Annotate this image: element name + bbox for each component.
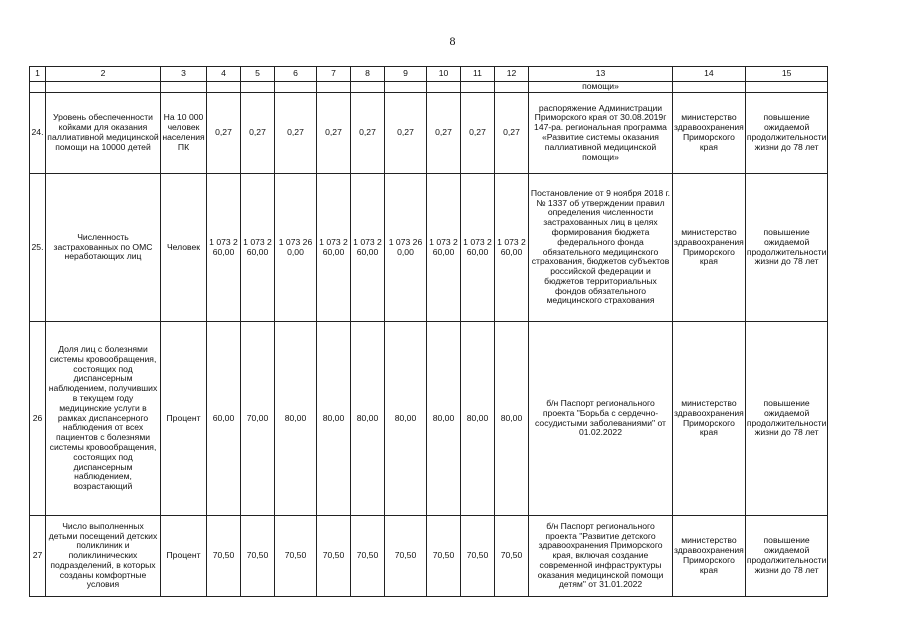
value-cell: 80,00 [385,322,427,516]
value-cell: 0,27 [385,93,427,174]
row-number: 24. [30,93,46,174]
value-cell: 1 073 260,00 [317,174,351,322]
header-cell: 14 [673,67,746,82]
value-cell: 70,50 [385,516,427,597]
value-cell: 80,00 [427,322,461,516]
indicator-name: Численность застрахованных по ОМС неработающих лиц [46,174,161,322]
value-cell: 80,00 [461,322,495,516]
header-cell: 5 [241,67,275,82]
table-row [30,516,828,597]
value-cell: 1 073 260,00 [427,174,461,322]
goal: повышение ожидаемой продолжительности жизни до 78 лет [745,516,828,597]
value-cell: 70,50 [207,516,241,597]
value-cell: 1 073 260,00 [275,174,317,322]
header-cell: 9 [385,67,427,82]
header-cell: 4 [207,67,241,82]
value-cell: 80,00 [351,322,385,516]
indicator-name: Уровень обеспеченности койками для оказания паллиативной медицинской помощи на 10000 детей [46,93,161,174]
responsible: министерство здравоохранения Приморского края [673,93,746,174]
value-cell: 70,50 [317,516,351,597]
continuation-text: помощи» [529,82,673,93]
responsible: министерство здравоохранения Приморского края [673,516,746,597]
header-row [30,67,828,82]
value-cell: 0,27 [317,93,351,174]
value-cell: 0,27 [351,93,385,174]
value-cell: 0,27 [495,93,529,174]
value-cell: 0,27 [461,93,495,174]
table-row [30,93,828,174]
document-reference: б/н Паспорт регионального проекта "Развитие детского здравоохранения Приморского края, включая создание современной инфраструктуры оказания медицинской помощи детям" от 31.01.2022 [529,516,673,597]
responsible: министерство здравоохранения Приморского края [673,322,746,516]
value-cell: 1 073 260,00 [207,174,241,322]
indicator-name: Число выполненных детьми посещений детских поликлиник и поликлинических подразделений, в которых созданы комфортные условия [46,516,161,597]
value-cell: 80,00 [317,322,351,516]
value-cell: 70,50 [351,516,385,597]
header-cell: 10 [427,67,461,82]
row-number: 26 [30,322,46,516]
unit: Процент [161,322,207,516]
header-cell: 11 [461,67,495,82]
value-cell: 0,27 [207,93,241,174]
value-cell: 70,50 [461,516,495,597]
value-cell: 70,50 [241,516,275,597]
value-cell: 60,00 [207,322,241,516]
value-cell: 1 073 260,00 [351,174,385,322]
header-cell: 8 [351,67,385,82]
value-cell: 70,50 [427,516,461,597]
indicator-name: Доля лиц с болезнями системы кровообращения, состоящих под диспансерным наблюдением, получивших в текущем году медицинские услуги в рамках диспансерного наблюдения от всех пациентов с болезнями системы кровообращения, состоящих под диспансерным наблюдением, возрастающий [46,322,161,516]
header-cell: 15 [745,67,828,82]
value-cell: 1 073 260,00 [385,174,427,322]
row-number: 25. [30,174,46,322]
table-row [30,174,828,322]
indicators-table [29,66,828,597]
header-cell: 2 [46,67,161,82]
unit: Процент [161,516,207,597]
page-number: 8 [449,34,456,48]
header-cell: 7 [317,67,351,82]
value-cell: 0,27 [275,93,317,174]
value-cell: 80,00 [495,322,529,516]
unit: Человек [161,174,207,322]
document-reference: б/н Паспорт регионального проекта "Борьба с сердечно-сосудистыми заболеваниями" от 01.02.2022 [529,322,673,516]
continuation-row [30,82,828,93]
value-cell: 70,00 [241,322,275,516]
header-cell: 13 [529,67,673,82]
goal: повышение ожидаемой продолжительности жизни до 78 лет [745,93,828,174]
value-cell: 80,00 [275,322,317,516]
value-cell: 70,50 [495,516,529,597]
header-cell: 6 [275,67,317,82]
value-cell: 0,27 [427,93,461,174]
value-cell: 0,27 [241,93,275,174]
value-cell: 1 073 260,00 [461,174,495,322]
document-reference: распоряжение Администрации Приморского края от 30.08.2019г 147-ра. региональная программа «Развитие системы оказания паллиативной медицинской помощи» [529,93,673,174]
goal: повышение ожидаемой продолжительности жизни до 78 лет [745,322,828,516]
header-cell: 3 [161,67,207,82]
unit: На 10 000 человек населения ПК [161,93,207,174]
row-number: 27 [30,516,46,597]
value-cell: 70,50 [275,516,317,597]
goal: повышение ожидаемой продолжительности жизни до 78 лет [745,174,828,322]
value-cell: 1 073 260,00 [241,174,275,322]
header-cell: 1 [30,67,46,82]
table-row [30,322,828,516]
document-reference: Постановление от 9 ноября 2018 г. № 1337 об утверждении правил определения численности застрахованных лиц в целях формирования бюджета федерального фонда обязательного медицинского страхования, бюджетов субъектов российской федерации и бюджетов территориальных фондов обязательного медицинского страхования [529,174,673,322]
responsible: министерство здравоохранения Приморского края [673,174,746,322]
header-cell: 12 [495,67,529,82]
value-cell: 1 073 260,00 [495,174,529,322]
